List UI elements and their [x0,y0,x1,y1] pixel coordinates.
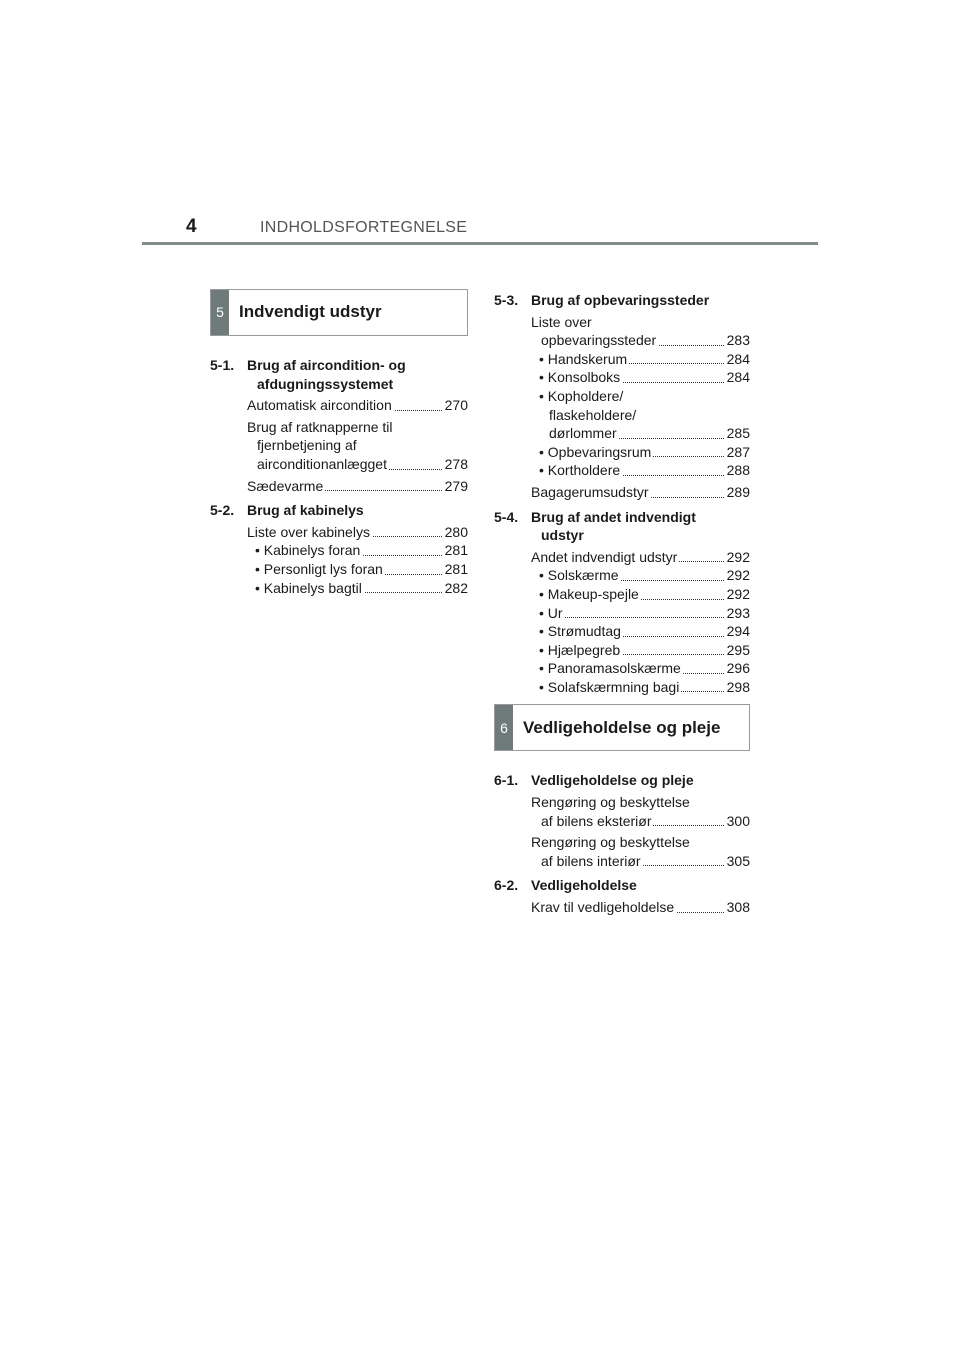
toc-entry-title: • Konsolboks [539,368,718,387]
toc-entry[interactable] [494,622,750,641]
toc-entry-page: 296 [726,660,750,677]
toc-entry[interactable] [494,678,750,697]
subsection-heading[interactable] [494,508,750,545]
toc-subsection [210,501,468,597]
toc-entry-page: 288 [726,462,750,479]
toc-right-column [494,285,750,917]
header-divider [142,242,818,245]
toc-entry-page: 285 [726,425,750,442]
toc-entry-title: Rengøring og beskyttelse af bilens eksteriør [531,793,718,830]
toc-entry-page: 289 [726,483,750,500]
toc-entry-title: • Solafskærmning bagi [539,678,718,697]
dot-leader [539,617,750,618]
toc-entry-title: • Ur [539,604,718,623]
toc-entry-page: 284 [726,369,750,386]
toc-entry-page: 294 [726,623,750,640]
toc-entry-title: Liste over kabinelys [247,523,436,542]
toc-subsection [494,508,750,697]
toc-left-column [210,289,468,597]
subsection-title: Brug af opbevaringssteder [531,292,710,308]
toc-entry[interactable] [494,350,750,369]
subsection-title: Brug af andet indvendigt udstyr [531,508,696,544]
toc-entry-title: • Personligt lys foran [255,560,436,579]
subsection-heading[interactable] [210,501,468,520]
page-title: INDHOLDSFORTEGNELSE [260,219,468,236]
toc-entry-title: • Hjælpegreb [539,641,718,660]
toc-entry-page: 284 [726,350,750,367]
section-5-continued-subsections [494,291,750,696]
toc-entry[interactable] [210,418,468,474]
toc-entry-page: 308 [726,899,750,916]
toc-entry-page: 300 [726,812,750,829]
toc-entry-page: 298 [726,678,750,695]
toc-entry-page: 305 [726,852,750,869]
toc-entry-title: • Handskerum [539,350,718,369]
toc-entry[interactable] [210,477,468,496]
toc-entry-title: Krav til vedligeholdelse [531,898,718,917]
toc-entry-title: • Kortholdere [539,461,718,480]
subsection-number: 5-4. [494,508,519,525]
toc-entry-page: 281 [444,542,468,559]
toc-subsection [494,876,750,916]
subsection-heading[interactable] [494,291,750,310]
toc-entry-title: Liste over opbevaringssteder [531,313,718,350]
toc-entry[interactable] [494,483,750,502]
subsection-heading[interactable] [494,771,750,790]
toc-entry-title: • Kabinelys foran [255,541,436,560]
section-6-banner[interactable] [494,704,750,751]
subsection-number: 5-2. [210,502,235,519]
toc-entry-page: 287 [726,443,750,460]
toc-entry-title: Automatisk aircondition [247,396,436,415]
subsection-number: 5-3. [494,292,519,308]
toc-entry-title: Bagagerumsudstyr [531,483,718,502]
toc-entry-title: Rengøring og beskyttelse af bilens interiør [531,833,718,870]
toc-entry[interactable] [494,368,750,387]
toc-entry-title: • Panoramasolskærme [539,659,718,678]
toc-entry-page: 292 [726,567,750,584]
toc-entry-title: • Strømudtag [539,622,718,641]
toc-entry-page: 292 [726,585,750,602]
toc-entry-title: Andet indvendigt udstyr [531,548,718,567]
toc-entry-page: 283 [726,332,750,349]
subsection-number: 6-2. [494,877,519,894]
section-5-label: Indvendigt udstyr [239,302,382,322]
toc-entry[interactable] [210,523,468,542]
subsection-title: Brug af kabinelys [247,502,364,519]
subsection-heading[interactable] [210,356,468,393]
toc-entry[interactable] [494,641,750,660]
toc-entry[interactable] [494,548,750,567]
toc-entry[interactable] [210,396,468,415]
toc-entry-title: Sædevarme [247,477,436,496]
subsection-number: 6-1. [494,772,519,789]
section-6-label: Vedligeholdelse og pleje [523,717,721,737]
toc-entry[interactable] [494,313,750,350]
toc-subsection [210,356,468,495]
toc-entry-page: 270 [444,397,468,414]
toc-entry-title: • Makeup-spejle [539,585,718,604]
toc-entry[interactable] [494,443,750,462]
toc-entry[interactable] [494,461,750,480]
subsection-title: Brug af aircondition- og afdugningssystemet [247,357,406,392]
section-5-banner[interactable] [210,289,468,336]
toc-entry[interactable] [494,585,750,604]
toc-subsection [494,291,750,502]
toc-entry[interactable] [494,387,750,443]
toc-entry-title: • Solskærme [539,566,718,585]
toc-entry-title: • Kabinelys bagtil [255,579,436,598]
section-6-number: 6 [495,705,513,750]
toc-entry[interactable] [494,604,750,623]
subsection-title: Vedligeholdelse og pleje [531,772,694,789]
toc-entry-page: 282 [444,579,468,596]
toc-entry-page: 278 [444,455,468,472]
section-5-number: 5 [211,290,229,335]
toc-entry[interactable] [494,833,750,870]
toc-entry-page: 281 [444,560,468,577]
subsection-heading[interactable] [494,876,750,895]
toc-entry-page: 280 [444,523,468,540]
toc-subsection [494,771,750,870]
toc-entry-page: 295 [726,641,750,658]
subsection-title: Vedligeholdelse [531,877,637,894]
subsection-number: 5-1. [210,357,235,373]
page-number: 4 [186,216,197,237]
toc-entry-page: 293 [726,604,750,621]
section-5-subsections [210,356,468,597]
toc-entry-title: Brug af ratknapperne til fjernbetjening af airconditionanlægget [247,418,436,474]
section-6-subsections [494,771,750,916]
toc-entry[interactable] [494,659,750,678]
toc-entry-title: • Kopholdere/ flaskeholdere/ dørlommer [539,387,718,443]
toc-entry[interactable] [494,793,750,830]
toc-entry[interactable] [494,566,750,585]
toc-entry[interactable] [210,560,468,579]
toc-entry[interactable] [210,541,468,560]
toc-entry[interactable] [494,898,750,917]
toc-entry[interactable] [210,579,468,598]
toc-entry-page: 292 [726,548,750,565]
toc-entry-page: 279 [444,477,468,494]
toc-entry-title: • Opbevaringsrum [539,443,718,462]
